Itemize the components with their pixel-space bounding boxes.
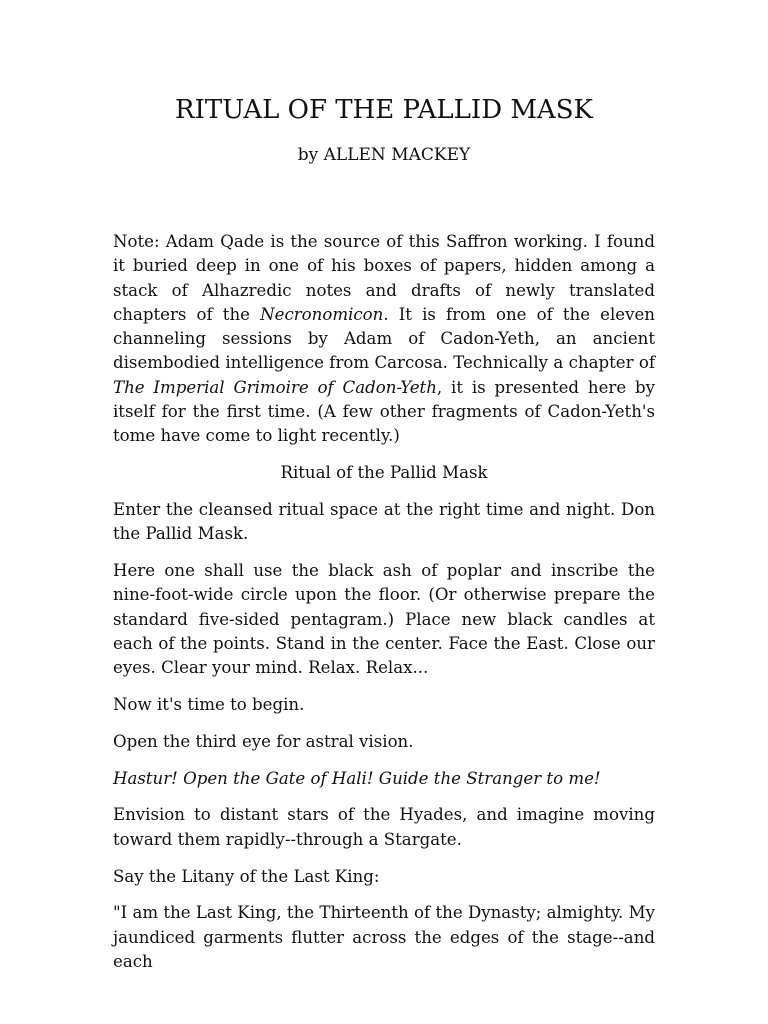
document-title: RITUAL OF THE PALLID MASK: [175, 95, 593, 125]
document-byline: by ALLEN MACKEY: [297, 145, 471, 165]
paragraph: "I am the Last King, the Thirteenth of the Dynasty; almighty. My jaundiced garments flutter across the edges of the stage--and each: [113, 903, 655, 971]
paragraph: Enter the cleansed ritual space at the right time and night. Don the Pallid Mask.: [113, 499, 655, 544]
paragraph: Here one shall use the black ash of poplar and inscribe the nine-foot-wide circle upon the floor. (Or otherwise prepare the standard five-sided pentagram.) Place new black candles at each of the points. Stand in the center. Face the East. Close our eyes. Clear your mind. Relax. Relax...: [113, 561, 655, 678]
necronomicon-title: Necronomicon: [260, 304, 384, 324]
note-text-1: Note: Adam Qade is the source of this Saffron working. I found it buried deep in one of his boxes of papers, hidden among a stack of Alhazredic notes and drafts of newly translated chapters of the: [113, 232, 655, 324]
grimoire-title: The Imperial Grimoire of Cadon-Yeth: [113, 377, 437, 397]
paragraph: Say the Litany of the Last King:: [113, 866, 380, 886]
note-text-3: , it is presented here by itself for the first time. (A few other fragments of Cadon-Yeth's tome have come to light recently.): [113, 377, 655, 446]
note-paragraph: [113, 230, 655, 449]
note-text-2: . It is from one of the eleven channeling sessions by Adam of Cadon-Yeth, an ancient disembodied intelligence from Carcosa. Technically a chapter of: [113, 304, 655, 373]
section-title: Ritual of the Pallid Mask: [280, 463, 488, 483]
document-body: [113, 170, 655, 974]
paragraph: Open the third eye for astral vision.: [113, 731, 414, 751]
paragraph: Envision to distant stars of the Hyades, and imagine moving toward them rapidly--through a Stargate.: [113, 805, 655, 849]
paragraph: Now it's time to begin.: [113, 695, 305, 715]
invocation: Hastur! Open the Gate of Hali! Guide the Stranger to me!: [113, 768, 601, 788]
